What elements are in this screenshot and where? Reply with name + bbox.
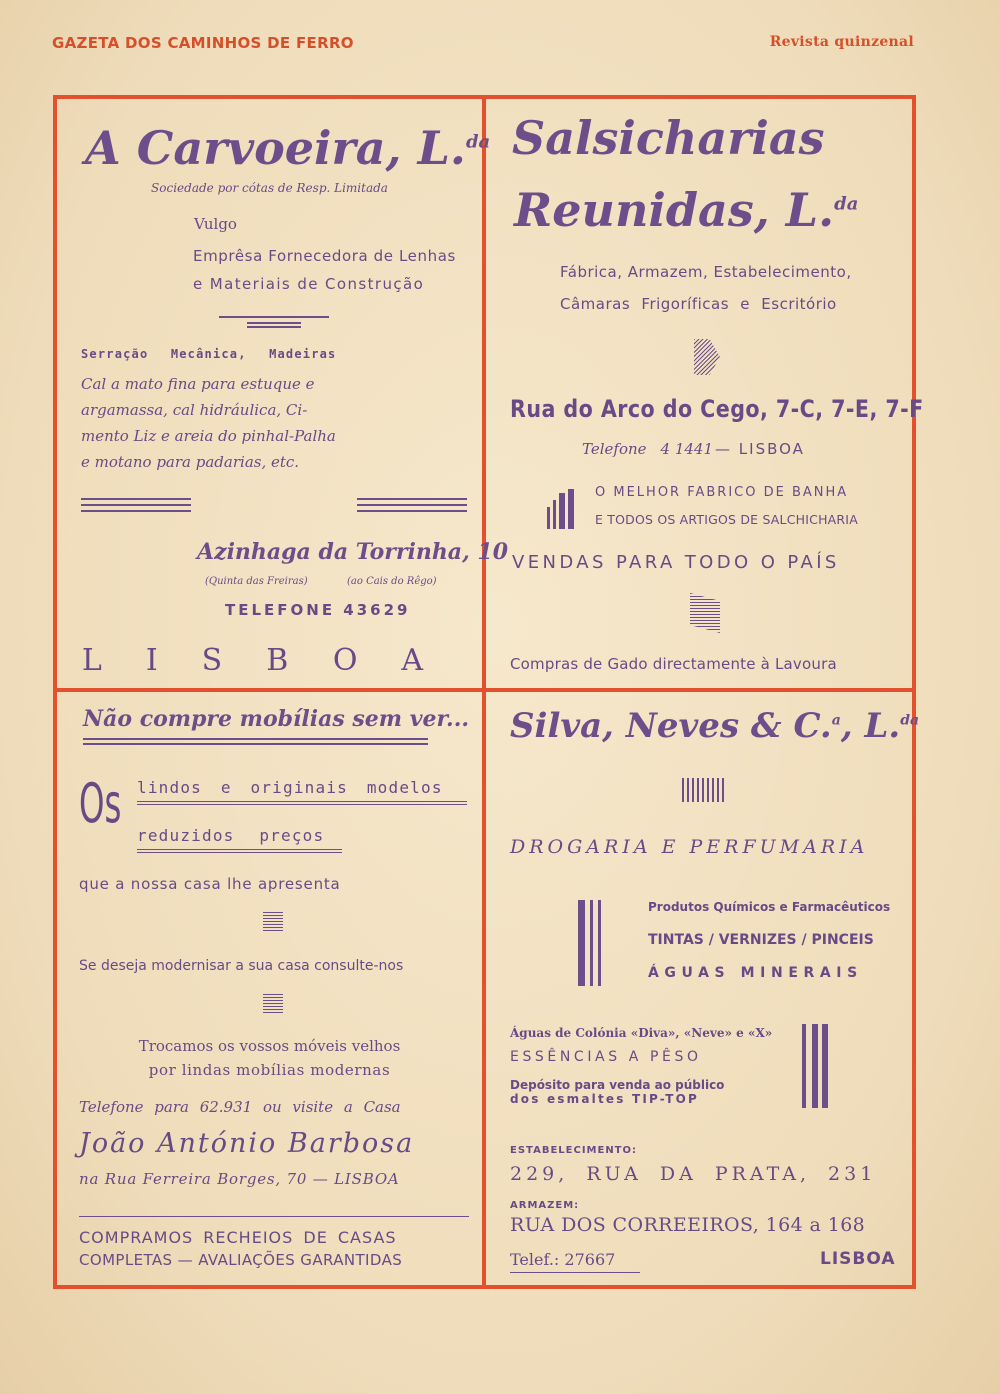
salsicharias-name-line1: Salsicharias — [512, 111, 825, 165]
mobilias-exchange-line1: Trocamos os vossos móveis velhos — [138, 1037, 401, 1055]
ornament-icon — [682, 778, 726, 802]
ornament-icon — [690, 593, 720, 633]
salsicharias-phone-line — [582, 440, 805, 458]
mobilias-exchange-line2: por lindas mobílias modernas — [148, 1061, 391, 1079]
carvoeira-alias-line2: e Materiais de Construção — [193, 275, 425, 293]
salsicharias-purchase: Compras de Gado directamente à Lavoura — [510, 655, 837, 673]
mobilias-line3: que a nossa casa lhe apresenta — [79, 875, 341, 893]
carvoeira-services-list — [81, 371, 336, 475]
carvoeira-service-line: argamassa, cal hidráulica, Ci- — [81, 401, 308, 419]
salsicharias-slogan-line2: E TODOS OS ARTIGOS DE SALCHICHARIA — [595, 512, 858, 527]
carvoeira-service-line: Cal a mato fina para estuque e — [81, 375, 315, 393]
silva-name: Silva, Neves & C.$^a$, L.$^{da}$ — [510, 706, 920, 746]
mobilias-address: na Rua Ferreira Borges, 70 — LISBOA — [79, 1170, 400, 1188]
carvoeira-alias-label: Vulgo — [194, 215, 237, 233]
silva-phone: Telef.: 27667 — [510, 1250, 616, 1269]
salsicharias-slogan-line1: O MELHOR FABRICO DE BANHA — [595, 485, 849, 500]
carvoeira-service-line: e motano para padarias, etc. — [81, 453, 300, 471]
ornament-icon — [263, 912, 283, 932]
salsicharias-name-line2: Reunidas, L.$^{da}$ — [514, 183, 859, 237]
mobilias-line1: lindos e originais modelos — [137, 778, 443, 797]
carvoeira-name: A Carvoeira, L.$^{da}$ — [85, 121, 491, 175]
carvoeira-address-note1: (Quinta das Freiras) — [205, 576, 308, 587]
silva-shop-address: 229, RUA DA PRATA, 231 — [510, 1163, 877, 1185]
carvoeira-address-note2: (ao Cais do Rêgo) — [347, 576, 437, 587]
silva-shop-label: ESTABELECIMENTO: — [510, 1145, 638, 1156]
silva-deposit-line2: dos esmaltes TIP-TOP — [510, 1092, 699, 1106]
carvoeira-service-line: mento Liz e areia do pinhal-Palha — [81, 427, 336, 445]
carvoeira-city: LISBOA — [81, 643, 468, 678]
silva-deposit-line1: Depósito para venda ao público — [510, 1078, 725, 1092]
silva-products-line2: TINTAS / VERNIZES / PINCEIS — [648, 932, 874, 948]
silva-cologne: Águas de Colónia «Diva», «Neve» e «X» — [510, 1026, 773, 1040]
carvoeira-alias-line1: Emprêsa Fornecedora de Lenhas — [193, 247, 456, 265]
salsicharias-sales: VENDAS PARA TODO O PAÍS — [512, 552, 840, 573]
carvoeira-services-heading: Serração Mecânica, Madeiras — [81, 347, 337, 361]
salsicharias-phone: 4 1441 — [660, 440, 714, 458]
silva-warehouse-address: RUA DOS CORREEIROS, 164 a 168 — [510, 1214, 866, 1236]
mobilias-contact: Telefone para 62.931 ou visite a Casa — [79, 1098, 401, 1116]
mobilias-line4: Se deseja modernisar a sua casa consulte-nos — [79, 958, 404, 974]
ad-mobilias — [57, 692, 482, 1285]
ad-salsicharias — [486, 99, 924, 688]
ornament-icon — [694, 339, 720, 375]
mobilias-headline: Não compre mobílias sem ver... — [83, 706, 470, 732]
silva-products-line3: ÁGUAS MINERAIS — [648, 965, 863, 981]
silva-city: LISBOA — [820, 1249, 896, 1269]
mobilias-line2: reduzidos preços — [137, 826, 325, 845]
salsicharias-phone-label: Telefone — [582, 440, 647, 458]
ad-silva-neves — [486, 692, 920, 1285]
carvoeira-address: Azinhaga da Torrinha, 10 — [197, 539, 508, 565]
ornament-icon — [263, 994, 283, 1014]
silva-warehouse-label: ARMAZEM: — [510, 1200, 580, 1211]
publication-subtitle: Revista quinzenal — [769, 34, 914, 50]
salsicharias-facilities-line2: Câmaras Frigoríficas e Escritório — [560, 295, 837, 313]
silva-essences: ESSÊNCIAS A PÊSO — [510, 1049, 702, 1065]
carvoeira-phone: TELEFONE 43629 — [225, 601, 411, 619]
salsicharias-city: — LISBOA — [715, 440, 805, 458]
ad-carvoeira — [57, 99, 508, 688]
mobilias-buy-line1: COMPRAMOS RECHEIOS DE CASAS — [79, 1228, 397, 1247]
silva-category: DROGARIA E PERFUMARIA — [510, 836, 869, 858]
carvoeira-legal: Sociedade por cótas de Resp. Limitada — [151, 181, 388, 195]
salsicharias-facilities-line1: Fábrica, Armazem, Estabelecimento, — [560, 263, 852, 281]
publication-title: GAZETA DOS CAMINHOS DE FERRO — [52, 34, 354, 52]
mobilias-owner: João António Barbosa — [79, 1128, 415, 1159]
silva-products-line1: Produtos Químicos e Farmacêuticos — [648, 900, 891, 914]
salsicharias-address: Rua do Arco do Cego, 7-C, 7-E, 7-F — [510, 395, 924, 423]
mobilias-drop-cap: Os — [79, 772, 122, 835]
mobilias-buy-line2: COMPLETAS — AVALIAÇÕES GARANTIDAS — [79, 1251, 403, 1269]
